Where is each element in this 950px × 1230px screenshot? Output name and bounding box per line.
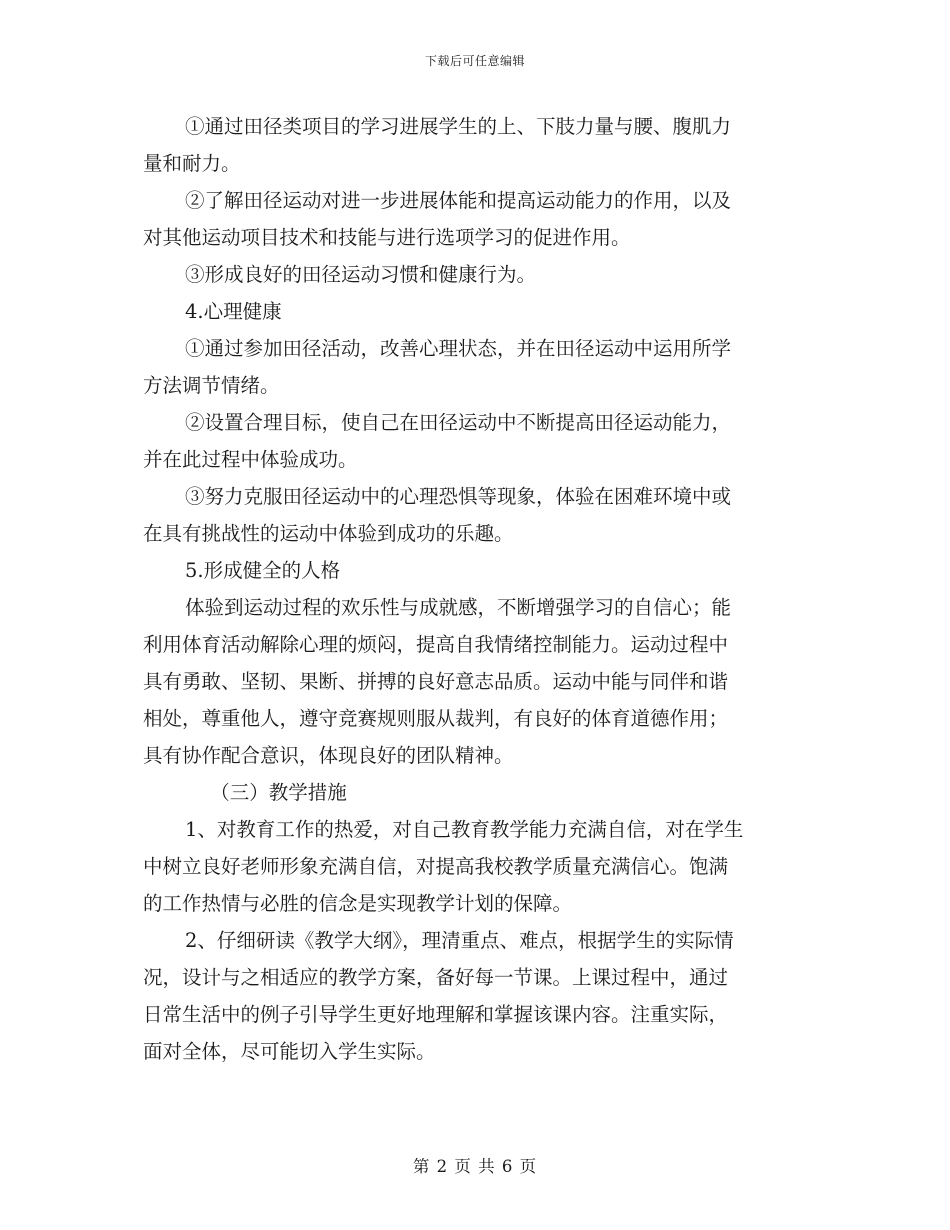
text-line: 方法调节情绪。 [143,374,280,397]
text-line: 4.心理健康 [185,300,282,323]
text-line: 2、仔细研读《教学大纲》，理清重点、难点，根据学生的实际情 [185,929,734,952]
page-number: 第 2 页 共 6 页 [412,1157,538,1176]
text-line: 具有协作配合意识，体现良好的团队精神。 [143,744,514,767]
text-line: ②设置合理目标，使自己在田径运动中不断提高田径运动能力， [185,411,732,434]
text-line: ①通过田径类项目的学习进展学生的上、下肢力量与腰、腹肌力 [185,115,732,138]
text-line: 的工作热情与必胜的信念是实现教学计划的保障。 [143,892,573,915]
text-line: 体验到运动过程的欢乐性与成就感，不断增强学习的自信心；能 [185,596,732,619]
text-line: 面对全体，尽可能切入学生实际。 [143,1040,436,1063]
text-line: ②了解田径运动对进一步进展体能和提高运动能力的作用，以及 [185,189,732,212]
text-line: 相处，尊重他人，遵守竞赛规则服从裁判，有良好的体育道德作用； [143,707,729,730]
text-line: 利用体育活动解除心理的烦闷，提高自我情绪控制能力。运动过程中 [143,633,729,656]
text-line: 况，设计与之相适应的教学方案，备好每一节课。上课过程中，通过 [143,966,729,989]
text-line: 在具有挑战性的运动中体验到成功的乐趣。 [143,522,514,545]
text-line: ③努力克服田径运动中的心理恐惧等现象，体验在困难环境中或 [185,485,732,508]
text-line: （三）教学措施 [210,781,347,804]
text-line: 中树立良好老师形象充满自信，对提高我校教学质量充满信心。饱满 [143,855,729,878]
text-line: 1、对教育工作的热爱，对自己教育教学能力充满自信，对在学生 [185,818,744,841]
text-line: 具有勇敢、坚韧、果断、拼搏的良好意志品质。运动中能与同伴和谐 [143,670,729,693]
text-line: 并在此过程中体验成功。 [143,448,358,471]
text-line: 日常生活中的例子引导学生更好地理解和掌握该课内容。注重实际， [143,1003,729,1026]
document-body [143,108,809,1070]
text-line: ①通过参加田径活动，改善心理状态，并在田径运动中运用所学 [185,337,732,360]
text-line: 对其他运动项目技术和技能与进行选项学习的促进作用。 [143,226,631,249]
text-line: ③形成良好的田径运动习惯和健康行为。 [185,263,537,286]
text-line: 5.形成健全的人格 [185,559,341,582]
text-line: 量和耐力。 [143,152,241,175]
page-header: 下载后可任意编辑 [424,54,525,68]
